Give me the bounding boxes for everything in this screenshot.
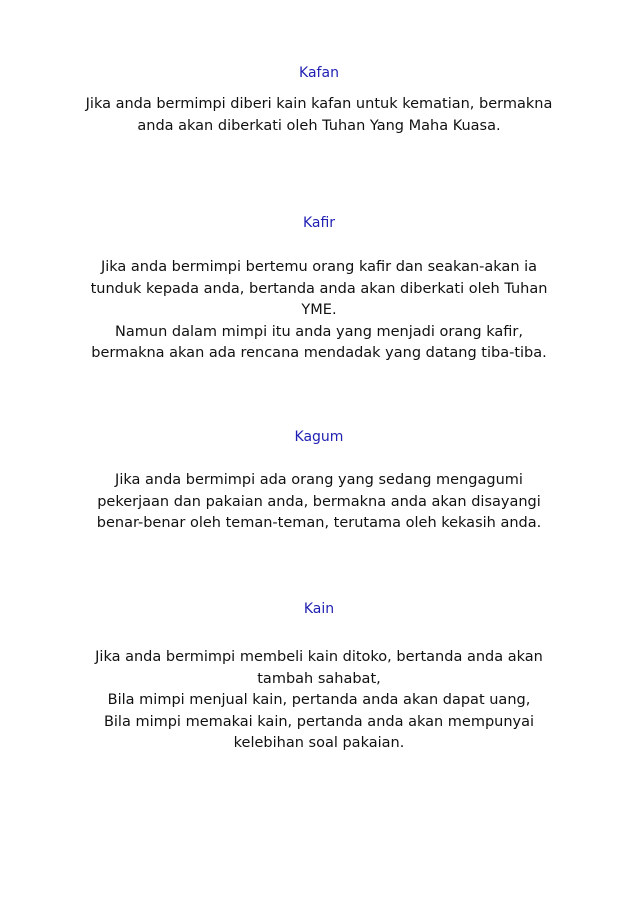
entry-line: tunduk kepada anda, bertanda anda akan diberkati oleh Tuhan [90,280,548,297]
entry-line: Bila mimpi memakai kain, pertanda anda akan mempunyai [103,713,535,730]
entry-line: pekerjaan dan pakaian anda, bermakna anda akan disayangi [97,493,541,510]
entry-line: YME. [301,302,337,318]
entry-line: bermakna akan ada rencana mendadak yang datang tiba-tiba. [91,345,547,361]
entry-line: Bila mimpi menjual kain, pertanda anda akan dapat uang, [107,692,531,708]
entry-line: anda akan diberkati oleh Tuhan Yang Maha Kuasa. [137,117,501,134]
entry-title-kafir: Kafir [302,215,336,231]
entry-body-kafir [40,257,598,365]
entry-body-kain [40,647,598,755]
entry-line: benar-benar oleh teman-teman, terutama oleh kekasih anda. [96,515,542,531]
entry-line: Namun dalam mimpi itu anda yang menjadi orang kafir, [115,323,523,340]
entry-line: Jika anda bermimpi membeli kain ditoko, bertanda anda akan [95,649,543,665]
entry-line: tambah sahabat, [257,670,381,687]
entry-title-kafan: Kafan [299,65,339,81]
entry-body-kafan [40,94,598,137]
entry-line: Jika anda bermimpi diberi kain kafan untuk kematian, bermakna [85,96,553,112]
entry-line: Jika anda bermimpi ada orang yang sedang mengagumi [115,472,523,488]
entry-body-kagum [40,470,598,535]
entry-line: kelebihan soal pakaian. [233,735,405,751]
entry-title-kain: Kain [303,601,335,617]
entry-line: Jika anda bermimpi bertemu orang kafir dan seakan-akan ia [100,259,538,275]
entry-title-kagum: Kagum [294,429,344,445]
